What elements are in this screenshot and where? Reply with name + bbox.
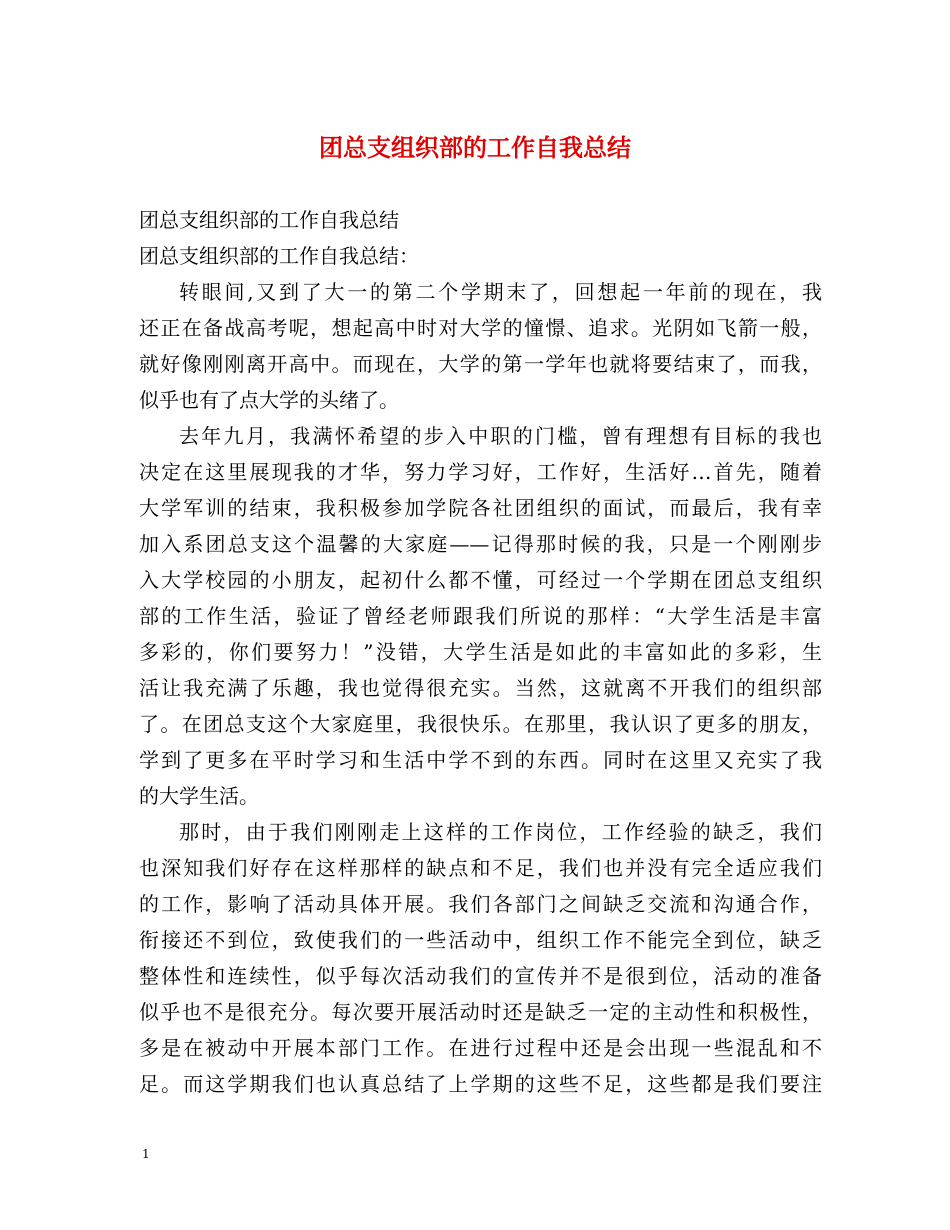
body-line: 入大学校园的小朋友，起初什么都不懂，可经过一个学期在团总支组织 — [139, 568, 822, 592]
body-line: 转眼间,又到了大一的第二个学期末了，回想起一年前的现在，我 — [179, 280, 822, 304]
body-line: 多彩的，你们要努力！”没错，大学生活是如此的丰富如此的多彩，生 — [139, 640, 822, 664]
body-line: 加入系团总支这个温馨的大家庭——记得那时候的我，只是一个刚刚步 — [139, 532, 822, 556]
body-line: 似乎也不是很充分。每次要开展活动时还是缺乏一定的主动性和积极性， — [139, 1000, 822, 1024]
body-line: 多是在被动中开展本部门工作。在进行过程中还是会出现一些混乱和不 — [139, 1036, 822, 1060]
body-line: 活让我充满了乐趣，我也觉得很充实。当然，这就离不开我们的组织部 — [139, 676, 822, 700]
body-line: 团总支组织部的工作自我总结 — [139, 208, 399, 232]
body-line: 的大学生活。 — [139, 784, 259, 808]
body-line: 就好像刚刚离开高中。而现在，大学的第一学年也就将要结束了，而我， — [139, 352, 822, 376]
body-line: 似乎也有了点大学的头绪了。 — [139, 388, 399, 412]
body-line: 学到了更多在平时学习和生活中学不到的东西。同时在这里又充实了我 — [139, 748, 822, 772]
body-line: 整体性和连续性，似乎每次活动我们的宣传并不是很到位，活动的准备 — [139, 964, 822, 988]
body-line: 衔接还不到位，致使我们的一些活动中，组织工作不能完全到位，缺乏 — [139, 928, 822, 952]
document-title: 团总支组织部的工作自我总结 — [319, 134, 631, 162]
page-number: 1 — [142, 1147, 150, 1161]
body-line: 那时，由于我们刚刚走上这样的工作岗位，工作经验的缺乏，我们 — [179, 820, 822, 844]
body-line: 的工作，影响了活动具体开展。我们各部门之间缺乏交流和沟通合作， — [139, 892, 822, 916]
body-line: 足。而这学期我们也认真总结了上学期的这些不足，这些都是我们要注 — [139, 1072, 822, 1096]
document-body — [139, 202, 822, 1102]
body-line: 还正在备战高考呢，想起高中时对大学的憧憬、追求。光阴如飞箭一般， — [139, 316, 822, 340]
body-line: 团总支组织部的工作自我总结： — [139, 244, 419, 268]
body-line: 决定在这里展现我的才华，努力学习好，工作好，生活好…首先，随着 — [139, 460, 822, 484]
body-line: 部的工作生活，验证了曾经老师跟我们所说的那样：“大学生活是丰富 — [139, 604, 822, 628]
body-line: 了。在团总支这个大家庭里，我很快乐。在那里，我认识了更多的朋友， — [139, 712, 822, 736]
body-line: 大学军训的结束，我积极参加学院各社团组织的面试，而最后，我有幸 — [139, 496, 822, 520]
body-line: 也深知我们好存在这样那样的缺点和不足，我们也并没有完全适应我们 — [139, 856, 822, 880]
body-line: 去年九月，我满怀希望的步入中职的门槛，曾有理想有目标的我也 — [179, 424, 822, 448]
